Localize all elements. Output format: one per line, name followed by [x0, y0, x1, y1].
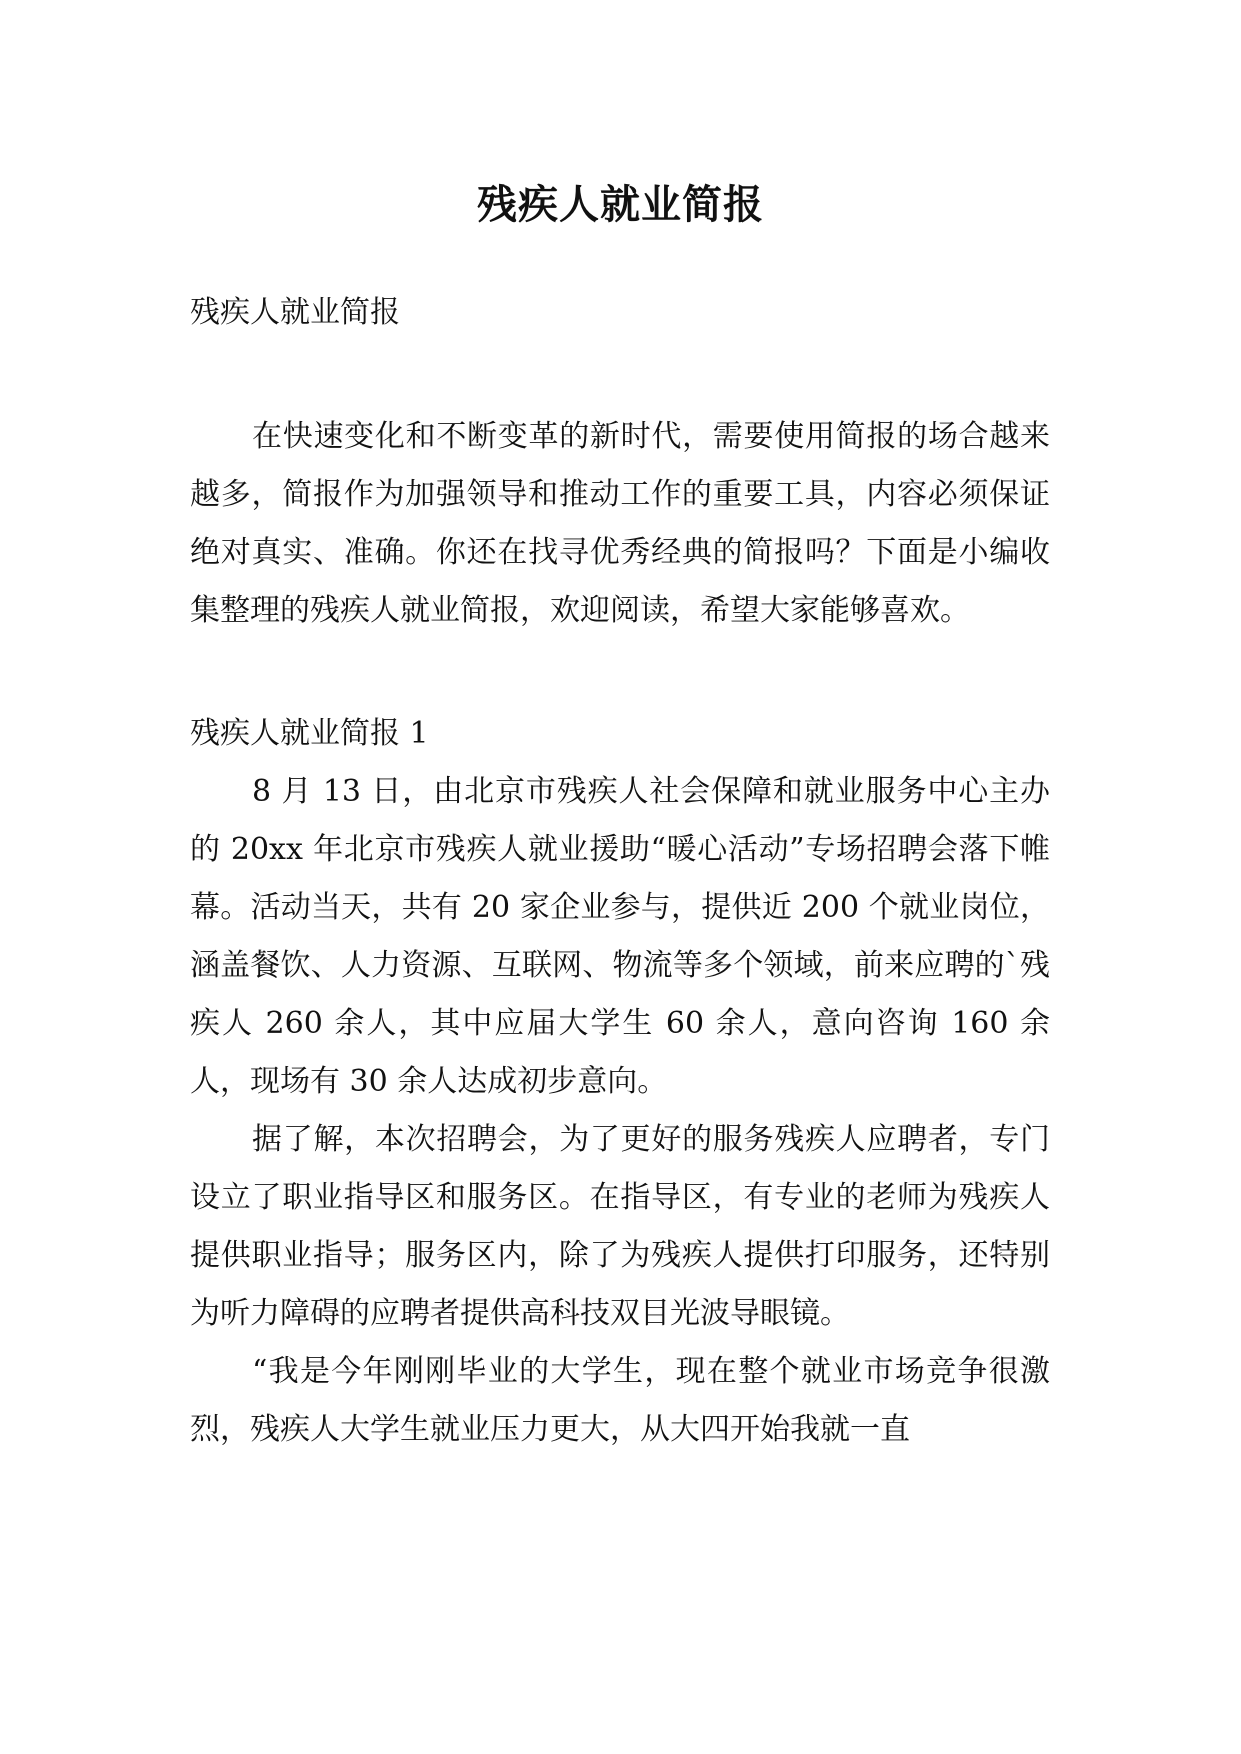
- intro-paragraph: 在快速变化和不断变革的新时代，需要使用简报的场合越来越多，简报作为加强领导和推动工作的重要工具，内容必须保证绝对真实、准确。你还在找寻优秀经典的简报吗？下面是小编收集整理的残疾人就业简报，欢迎阅读，希望大家能够喜欢。: [190, 419, 1050, 628]
- document-title: 残疾人就业简报: [477, 181, 764, 228]
- intro-container: [190, 408, 1050, 640]
- section-1-heading: 残疾人就业简报 1: [190, 716, 429, 751]
- section-1-paragraph-3: “我是今年刚刚毕业的大学生，现在整个就业市场竞争很激烈，残疾人大学生就业压力更大，从大四开始我就一直: [190, 1354, 1050, 1447]
- section-1-paragraph-1: 8 月 13 日，由北京市残疾人社会保障和就业服务中心主办的 20xx 年北京市残疾人就业援助“暖心活动”专场招聘会落下帷幕。活动当天，共有 20 家企业参与，提供近 200 个就业岗位，涵盖餐饮、人力资源、互联网、物流等多个领域，前来应聘的`残疾人 260 余人，其中应届大学生 60 余人，意向咨询 160 余人，现场有 30 余人达成初步意向。: [190, 774, 1050, 1099]
- document-subtitle-container: [190, 284, 1050, 342]
- section-1: [190, 705, 1050, 1459]
- section-1-paragraph-2: 据了解，本次招聘会，为了更好的服务残疾人应聘者，专门设立了职业指导区和服务区。在指导区，有专业的老师为残疾人提供职业指导；服务区内，除了为残疾人提供打印服务，还特别为听力障碍的应聘者提供高科技双目光波导眼镜。: [190, 1122, 1050, 1331]
- document-subtitle: 残疾人就业简报: [190, 295, 400, 330]
